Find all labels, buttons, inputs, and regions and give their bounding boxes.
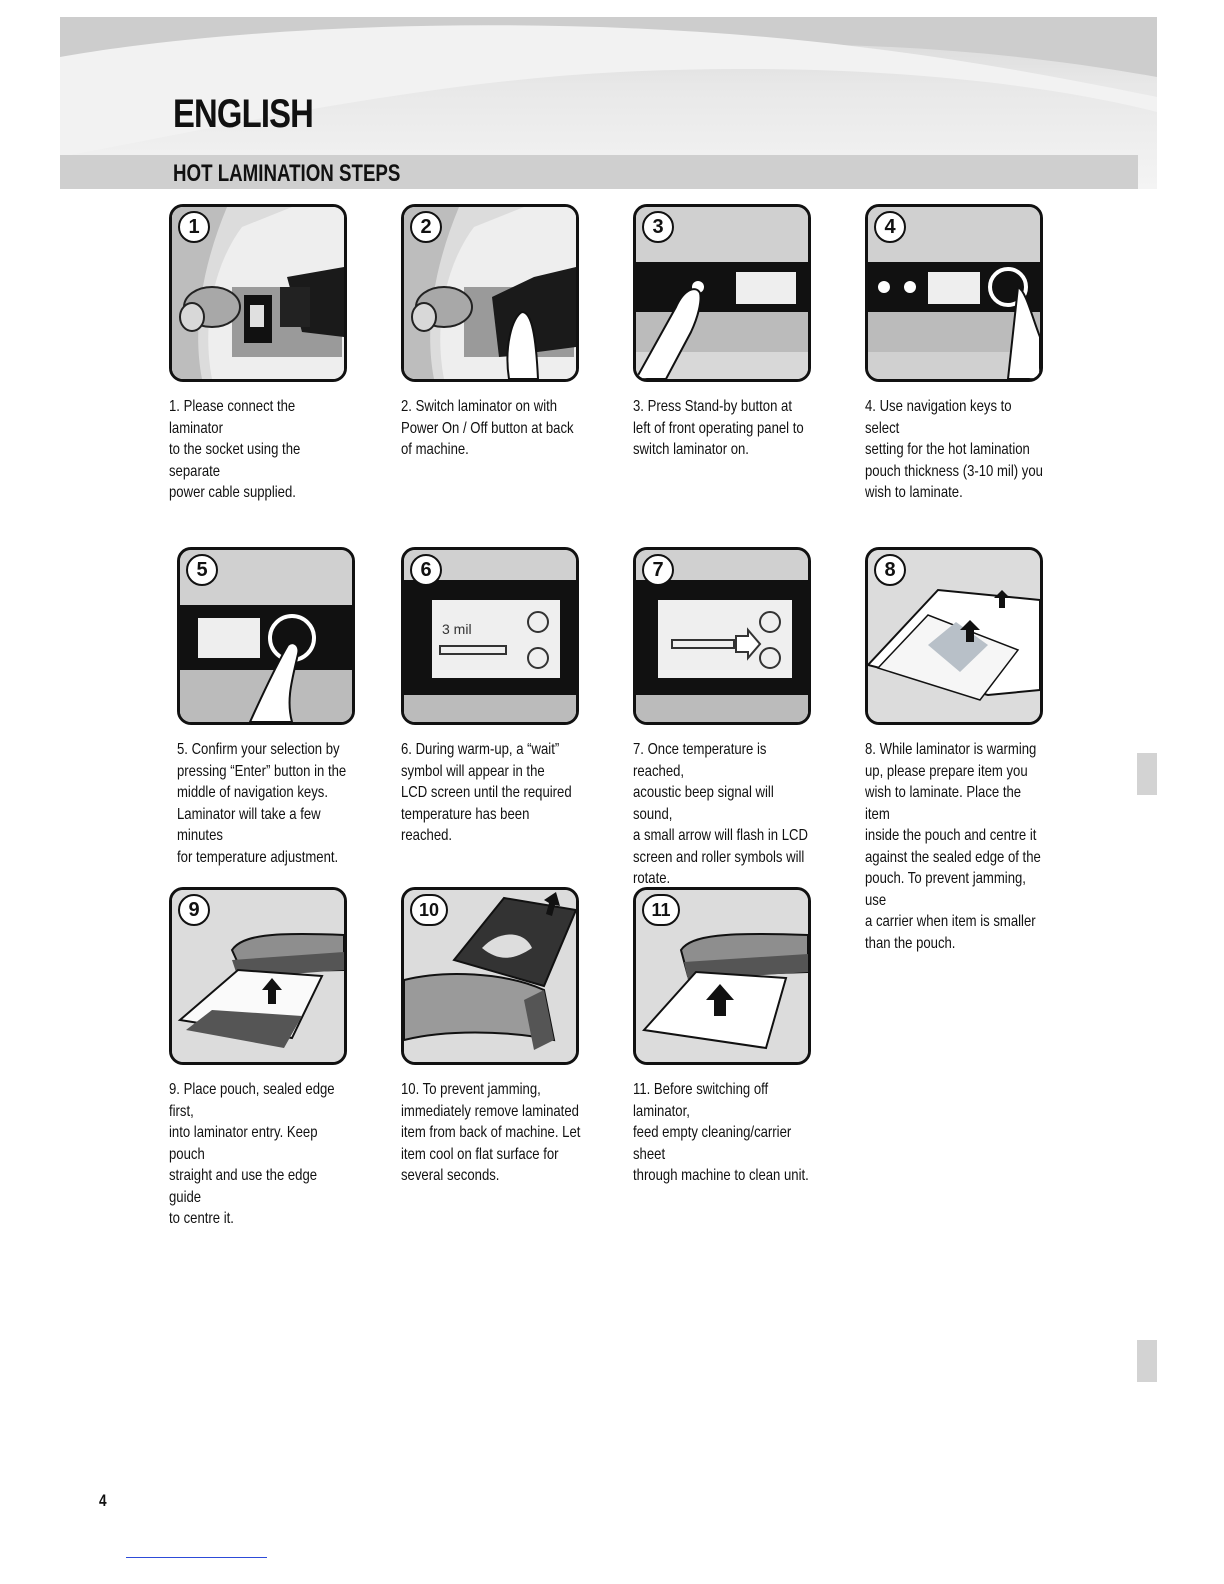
page-number: 4	[99, 1491, 107, 1510]
step-caption: 3. Press Stand-by button at left of front operating panel to switch laminator on.	[633, 398, 804, 458]
step-caption: 7. Once temperature is reached, acoustic beep signal will sound, a small arrow will flash in LCD screen and roller symbols will rotate.	[633, 741, 808, 887]
footer-rule	[126, 1557, 267, 1558]
language-title: ENGLISH	[173, 92, 314, 136]
step-caption: 8. While laminator is warming up, please prepare item you wish to laminate. Place the item inside the pouch and centre it against the sealed edge of the pouch. To prevent jamming, use a carrier when item is smaller than the pouch.	[865, 741, 1041, 952]
step-number: 6	[410, 554, 442, 586]
step-8	[865, 547, 1045, 954]
step-number: 10	[410, 894, 448, 926]
step-illustration	[401, 547, 579, 725]
step-number: 7	[642, 554, 674, 586]
side-tab	[1137, 1340, 1157, 1382]
step-number: 5	[186, 554, 218, 586]
step-number: 11	[642, 894, 680, 926]
step-illustration	[633, 547, 811, 725]
section-title: HOT LAMINATION STEPS	[173, 160, 401, 187]
step-5	[177, 547, 357, 868]
step-number: 3	[642, 211, 674, 243]
step-number: 9	[178, 894, 210, 926]
step-illustration	[401, 887, 579, 1065]
step-11	[633, 887, 813, 1187]
step-6	[401, 547, 581, 847]
step-number: 1	[178, 211, 210, 243]
step-caption: 6. During warm-up, a “wait” symbol will appear in the LCD screen until the required temperature has been reached.	[401, 741, 572, 844]
step-4	[865, 204, 1045, 504]
step-10	[401, 887, 581, 1187]
step-7	[633, 547, 813, 890]
step-illustration	[865, 204, 1043, 382]
step-1	[169, 204, 349, 504]
step-illustration	[633, 204, 811, 382]
step-illustration	[865, 547, 1043, 725]
step-caption: 4. Use navigation keys to select setting for the hot lamination pouch thickness (3-10 mil) you wish to laminate.	[865, 398, 1043, 501]
step-number: 8	[874, 554, 906, 586]
step-illustration	[169, 887, 347, 1065]
step-3	[633, 204, 813, 461]
step-illustration	[177, 547, 355, 725]
step-caption: 5. Confirm your selection by pressing “Enter” button in the middle of navigation keys. Laminator will take a few minutes for temperature adjustment.	[177, 741, 347, 866]
side-tab	[1137, 753, 1157, 795]
step-caption: 10. To prevent jamming, immediately remove laminated item from back of machine. Let item cool on flat surface for several seconds.	[401, 1081, 581, 1184]
step-illustration	[401, 204, 579, 382]
step-9	[169, 887, 349, 1230]
step-2	[401, 204, 581, 461]
lcd-thickness-label: 3 mil	[442, 621, 472, 637]
step-number: 4	[874, 211, 906, 243]
step-caption: 2. Switch laminator on with Power On / Off button at back of machine.	[401, 398, 574, 458]
step-caption: 9. Place pouch, sealed edge first, into laminator entry. Keep pouch straight and use the edge guide to centre it.	[169, 1081, 335, 1227]
step-illustration	[633, 887, 811, 1065]
step-illustration	[169, 204, 347, 382]
step-caption: 11. Before switching off laminator, feed empty cleaning/carrier sheet through machine to clean unit.	[633, 1081, 809, 1184]
step-number: 2	[410, 211, 442, 243]
step-caption: 1. Please connect the laminator to the socket using the separate power cable supplied.	[169, 398, 301, 501]
